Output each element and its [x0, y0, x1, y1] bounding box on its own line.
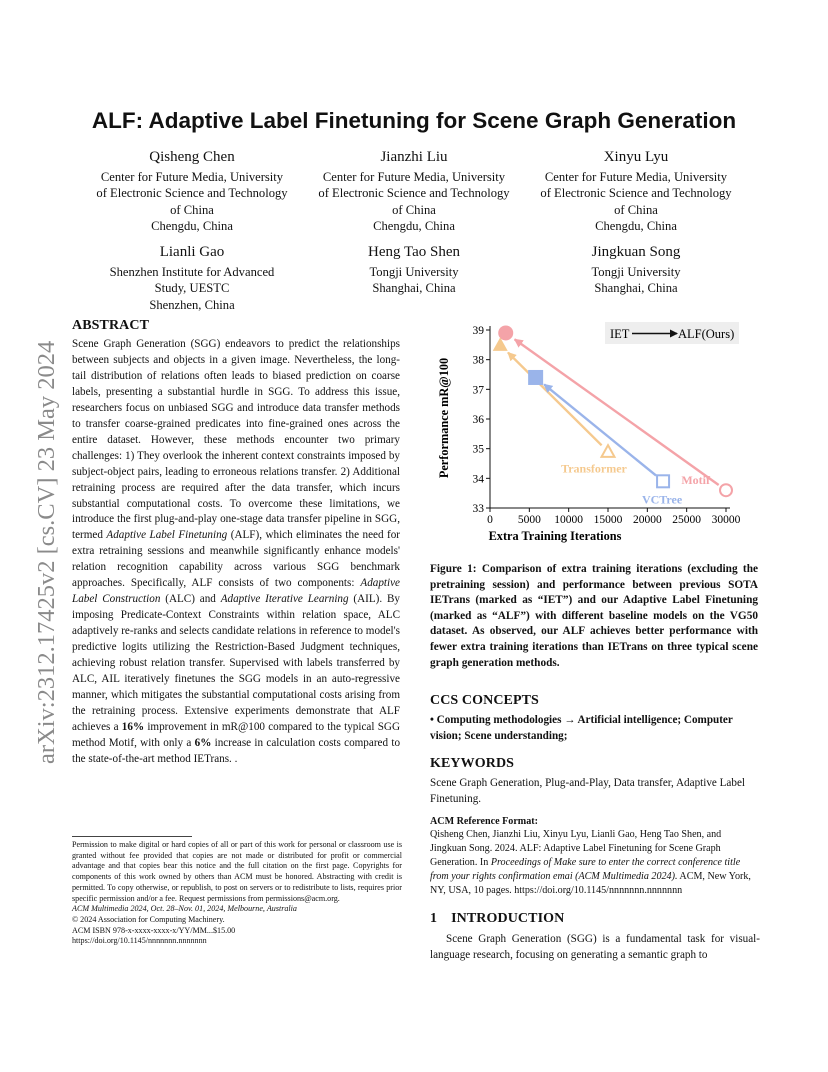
y-tick-label: 38 [472, 354, 484, 367]
x-tick-label: 0 [487, 514, 493, 526]
reference-text [430, 828, 760, 898]
arxiv-identifier-text: arXiv:2312.17425v2 [cs.CV] 23 May 2024 [33, 340, 60, 764]
vctree-series-label: VCTree [641, 492, 683, 507]
author-name: Heng Tao Shen [368, 244, 460, 260]
introduction-heading [430, 911, 564, 927]
transformer-improvement-arrow [508, 353, 602, 446]
vctree-alf-point [528, 370, 543, 385]
x-tick-label: 5000 [517, 514, 541, 526]
copyright-line: © 2024 Association for Computing Machinery. [72, 914, 225, 924]
author-6 [516, 243, 756, 297]
abstract-text: improvement in mR@100 compared to the typical SGG method Motif, with only a [72, 720, 400, 749]
author-5 [294, 243, 534, 297]
author-affiliation: Shenzhen, China [149, 297, 235, 312]
abstract-text: (ALF), which eliminates the need for extra retraining sessions and meanwhile significantly enhance models' relation recognition capability across various SGG benchmark approaches. Specifically, ALF consists of two components: [72, 529, 401, 590]
author-name: Qisheng Chen [149, 149, 235, 165]
abstract-text: (ALC) and [160, 593, 221, 606]
x-tick-label: 20000 [632, 514, 662, 526]
introduction-text: Scene Graph Generation (SGG) is a fundamental task for visual-language research, focusing on generating a semantic graph to [430, 933, 760, 961]
author-affiliation: Study, UESTC [154, 281, 230, 296]
author-affiliation: of China [392, 202, 436, 217]
abstract-heading: ABSTRACT [72, 318, 150, 333]
section-title: INTRODUCTION [451, 911, 565, 926]
keywords-heading: KEYWORDS [430, 756, 515, 771]
chart-series [493, 325, 735, 507]
author-affiliation: of China [170, 202, 214, 217]
x-tick-label: 10000 [554, 514, 584, 526]
figure-1-chart [430, 318, 760, 550]
reference-details: ACM, New York, NY, USA, 10 pages. https://doi.org/10.1145/nnnnnnn.nnnnnnn [430, 870, 751, 896]
legend-to-label: ALF(Ours) [678, 327, 735, 341]
author-affiliation: Tongji University [369, 265, 459, 279]
author-affiliation: Chengdu, China [151, 218, 233, 233]
legend-from-label: IET [610, 327, 630, 341]
figure-1-caption: Figure 1: Comparison of extra training iterations (excluding the pretraining session) and performance between previous SOTA IETrans (marked as “IET”) and our Adaptive Label Finetuning (marked as “ALF”) with different baseline models on the VG50 dataset. As observed, our ALF achieves better performance with fewer extra training iterations than IETrans on three typical scene graph generation methods. [430, 563, 758, 669]
transformer-iet-point [602, 445, 615, 457]
x-tick-label: 15000 [593, 514, 623, 526]
author-affiliation: of Electronic Science and Technology [540, 186, 732, 201]
motif-series-label: Motif [681, 473, 710, 488]
x-tick-label: 25000 [672, 514, 702, 526]
abstract-text: Scene Graph Generation (SGG) endeavors to predict the relationships between subjects and objects in a given image. Nevertheless, the long-tail distribution of relations often leads to biased prediction on coarse labels, presenting a substantial hurdle in SGG. To address this issue, researchers focus on unbiased SGG and introduce data transfer methods to transfer coarse-grained predicates into fine-grained ones across the entire dataset. However, these methods encounter two primary challenges: 1) They overlook the inherent context constraints imposed by subject-object pairs, leading to erroneous relations transfer. 2) Additional retraining process are required after the data transfer, which incurs substantial computational costs. To overcome these limitations, we introduce the first plug-and-play one-stage data transfer pipeline in SGG, termed [72, 338, 400, 542]
author-affiliation: Tongji University [591, 265, 681, 279]
reference-venue: Proceedings of Make sure to enter the correct conference title from your rights confirmation emai (ACM Multimedia 2024). [430, 856, 741, 882]
vctree-iet-point [657, 475, 669, 487]
cost-percent: 6% [194, 736, 212, 749]
transformer-series-label: Transformer [561, 461, 627, 476]
keywords-list: Scene Graph Generation, Plug-and-Play, Data transfer, Adaptive Label Finetuning. [430, 777, 745, 805]
y-tick-label: 34 [472, 473, 484, 486]
y-tick-label: 39 [472, 325, 484, 337]
arxiv-identifier-stamp [10, 268, 70, 768]
alf-term: Adaptive Label Finetuning [106, 529, 228, 542]
author-3 [516, 148, 756, 234]
author-name: Xinyu Lyu [603, 149, 669, 165]
permission-notice: Permission to make digital or hard copies of all or part of this work for personal or classroom use is granted without fee provided that copies are not made or distributed for profit or commercial advantage and that copies bear this notice and the full citation on the first page. Copyrights for components of this work owned by others than ACM must be honored. Abstracting with credit is permitted. To copy otherwise, or republish, to post on servers or to redistribute to lists, requires prior specific permission and/or a fee. Request permissions from permissions@acm.org. [72, 840, 402, 903]
doi-line: https://doi.org/10.1145/nnnnnnn.nnnnnnn [72, 936, 207, 946]
motif-iet-point [720, 484, 732, 496]
author-affiliation: Chengdu, China [595, 218, 677, 233]
x-tick-label: 30000 [711, 514, 741, 526]
author-affiliation: Center for Future Media, University [322, 170, 506, 184]
footnote-divider [72, 836, 192, 837]
author-name: Lianli Gao [159, 244, 225, 260]
alc-term: Adaptive Label Construction [72, 577, 400, 606]
y-tick-label: 36 [472, 414, 484, 426]
author-affiliation: Shanghai, China [372, 281, 456, 296]
ail-term: Adaptive Iterative Learning [220, 593, 349, 606]
isbn-line: ACM ISBN 978-x-xxxx-xxxx-x/YY/MM...$15.00 [72, 925, 236, 935]
abstract-text: (AIL). By imposing Predicate-Context Constraints within relation space, ALC adaptively re-ranks and selects candidate relations in reference to model's predictive logits utilizing the Restriction-Based Judgment techniques, achieving robust relation transfer. Supervised with labels transferred by ALC, AIL iteratively finetunes the SGG models in an auto-regressive manner, which mitigates the substantial computational costs arising from the retraining process. Extensive experiments demonstrate that ALF achieves a [72, 593, 400, 733]
author-affiliation: Center for Future Media, University [544, 170, 728, 184]
author-affiliation: of China [614, 202, 658, 217]
ccs-concepts: • Computing methodologies → Artificial intelligence; Computer vision; Scene understanding; [430, 714, 733, 742]
author-affiliation: of Electronic Science and Technology [318, 186, 510, 201]
reference-heading: ACM Reference Format: [430, 816, 538, 827]
author-2 [294, 148, 534, 234]
author-affiliation: Shenzhen Institute for Advanced [109, 265, 275, 279]
chart-legend [605, 322, 739, 344]
y-tick-label: 35 [472, 443, 484, 456]
ccs-heading: CCS CONCEPTS [430, 693, 539, 708]
x-axis-label: Extra Training Iterations [488, 529, 622, 543]
author-4 [72, 243, 312, 313]
abstract-text: increase in calculation costs compared to the state-of-the-art method IETrans. . [72, 736, 401, 765]
conference-line: ACM Multimedia 2024, Oct. 28–Nov. 01, 2024, Melbourne, Australia [72, 904, 297, 914]
y-tick-label: 37 [472, 384, 484, 397]
reference-authors: Qisheng Chen, Jianzhi Liu, Xinyu Lyu, Lianli Gao, Heng Tao Shen, and Jingkuan Song. 2024. ALF: Adaptive Label Finetuning for Scene Graph Generation. In [430, 829, 722, 868]
chart-axes [473, 325, 741, 526]
author-affiliation: of Electronic Science and Technology [96, 186, 288, 201]
author-affiliation: Chengdu, China [373, 218, 455, 233]
author-name: Jingkuan Song [591, 244, 681, 260]
abstract-body [72, 337, 400, 768]
copyright-footnote [72, 840, 402, 947]
y-tick-label: 33 [472, 503, 484, 515]
paper-title: ALF: Adaptive Label Finetuning for Scene Graph Generation [91, 108, 737, 133]
section-number: 1 [430, 911, 438, 926]
author-affiliation: Center for Future Media, University [100, 170, 284, 184]
author-affiliation: Shanghai, China [594, 281, 678, 296]
author-1 [72, 148, 312, 234]
y-axis-label: Performance mR@100 [437, 357, 451, 479]
improvement-percent: 16% [121, 720, 145, 733]
author-name: Jianzhi Liu [380, 149, 448, 165]
